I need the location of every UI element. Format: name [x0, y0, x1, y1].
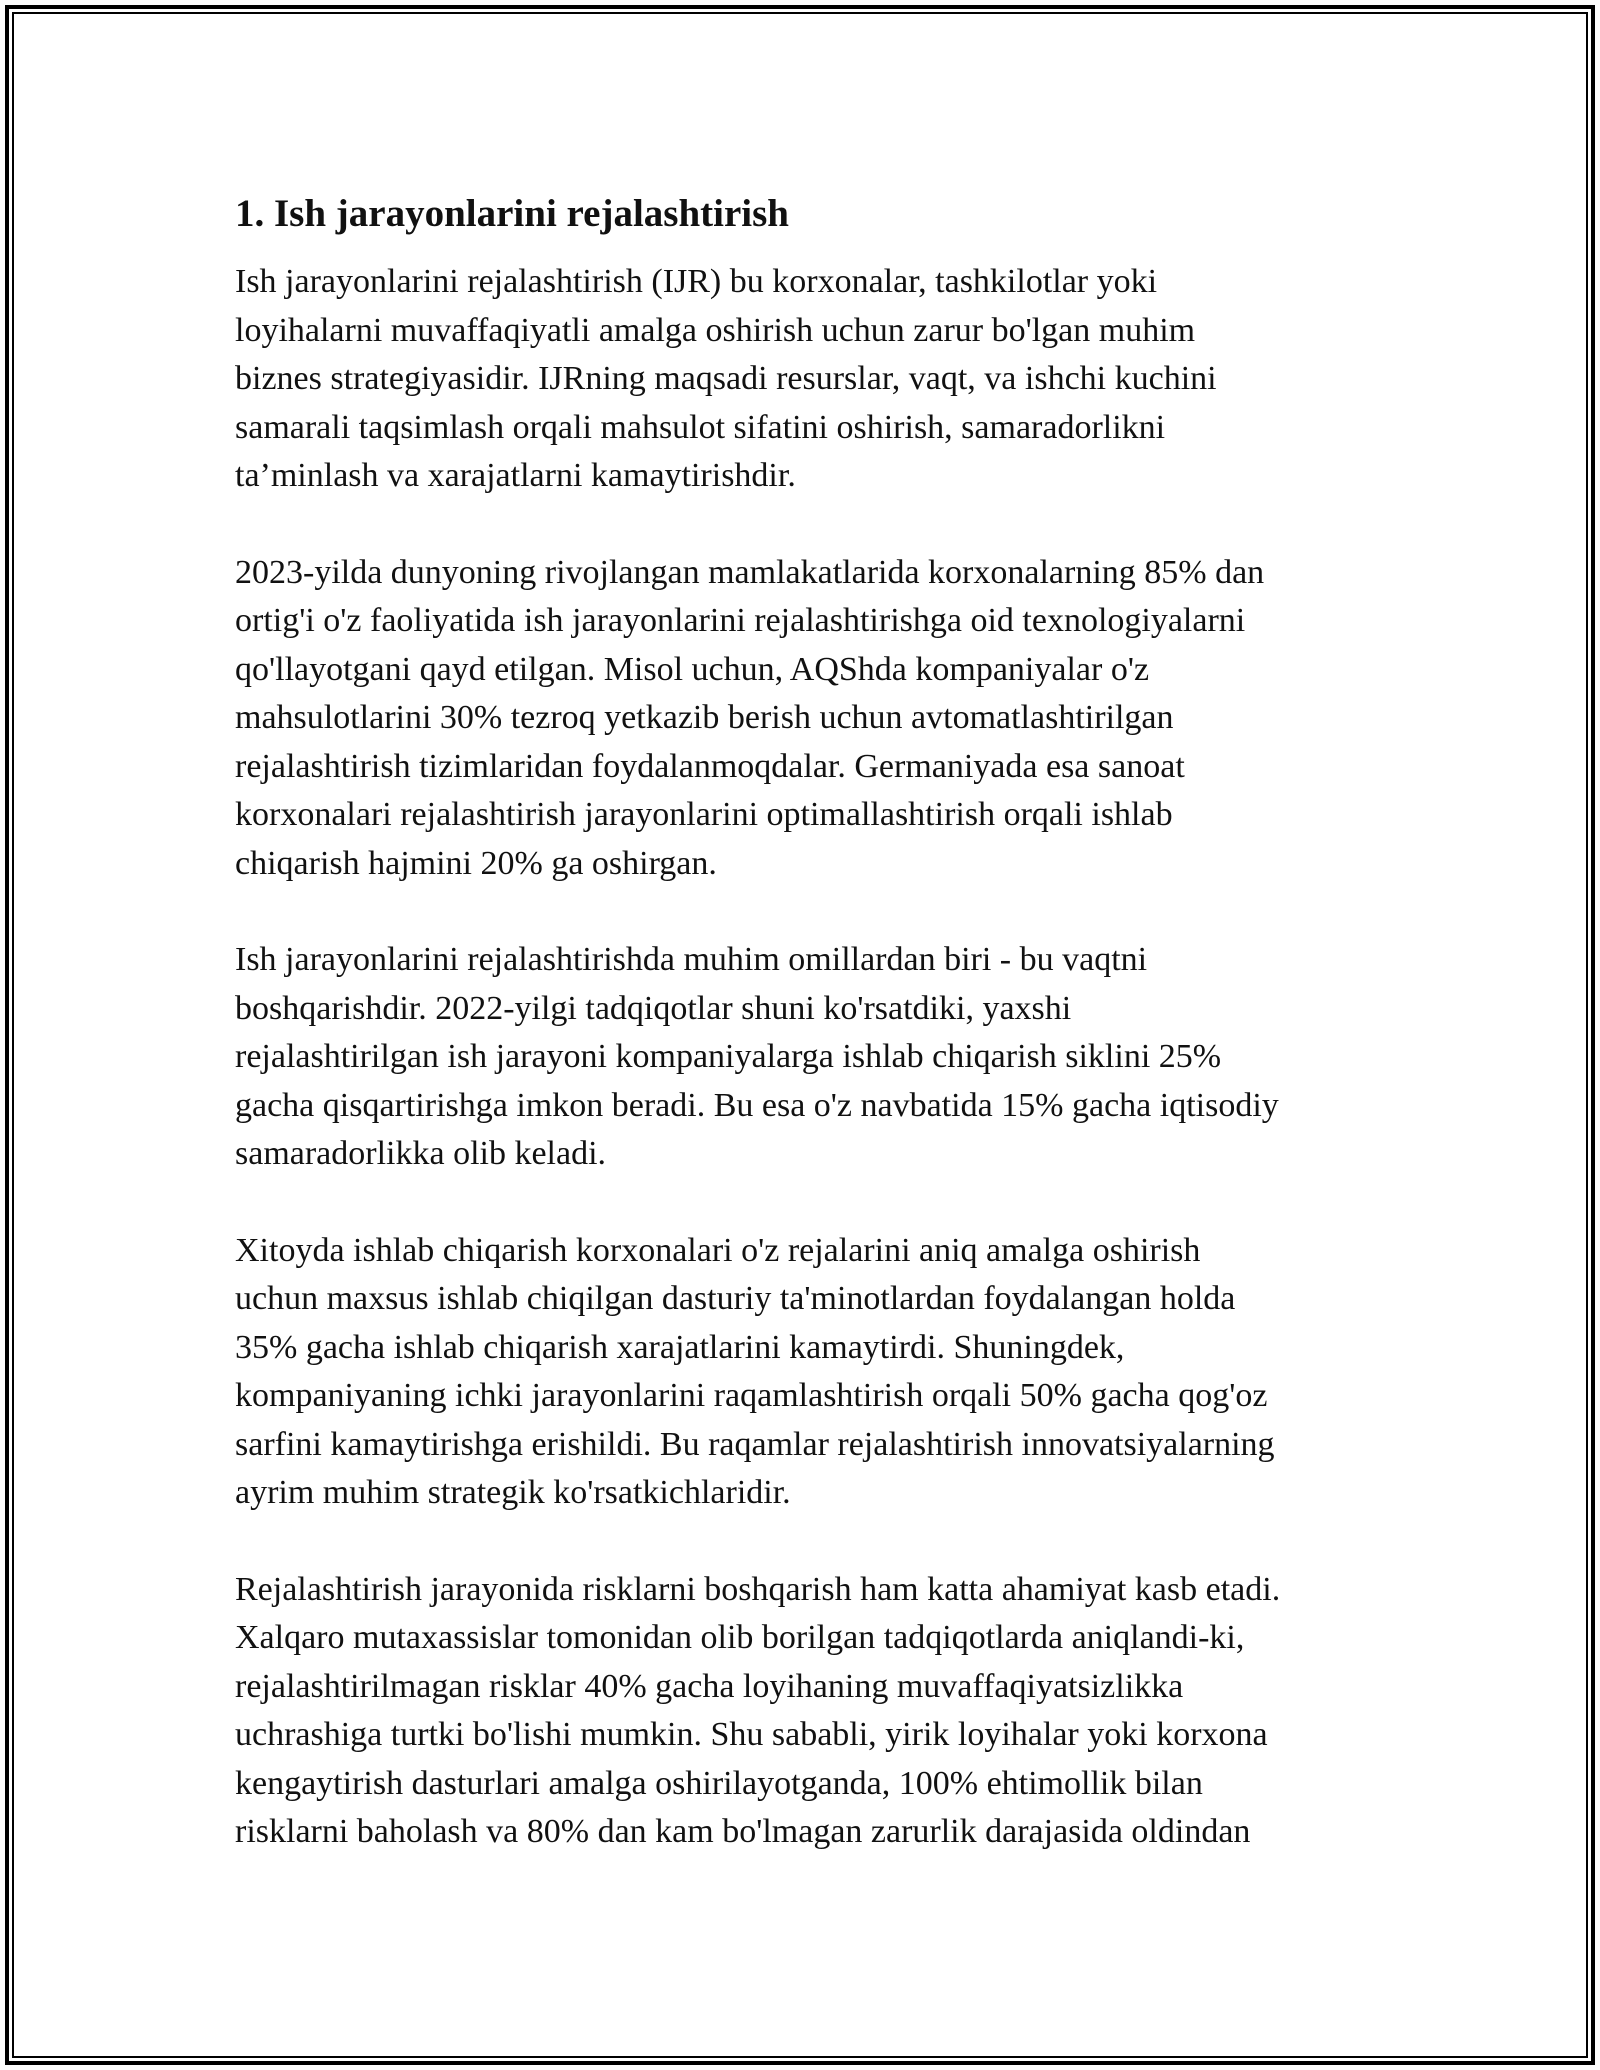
- text-line: rejalashtirilmagan risklar 40% gacha loyihaning muvaffaqiyatsizlikka: [235, 1667, 1184, 1705]
- text-line: qo'llayotgani qayd etilgan. Misol uchun, AQShda kompaniyalar o'z: [235, 650, 1150, 688]
- text-line: ortig'i o'z faoliyatida ish jarayonlarini rejalashtirishga oid texnologiyalarni: [235, 602, 1246, 639]
- text-line: rejalashtirilgan ish jarayoni kompaniyalarga ishlab chiqarish siklini 25%: [235, 1038, 1222, 1075]
- text-line: korxonalari rejalashtirish jarayonlarini optimallashtirish orqali ishlab: [235, 796, 1173, 833]
- text-line: samarali taqsimlash orqali mahsulot sifatini oshirish, samaradorlikni: [235, 408, 1166, 446]
- text-line: Ish jarayonlarini rejalashtirish (IJR) bu korxonalar, tashkilotlar yoki: [235, 263, 1158, 300]
- text-line: kengaytirish dasturlari amalga oshirilayotganda, 100% ehtimollik bilan: [235, 1764, 1203, 1802]
- text-line: Rejalashtirish jarayonida risklarni boshqarish ham katta ahamiyat kasb etadi.: [235, 1570, 1281, 1608]
- text-line: 35% gacha ishlab chiqarish xarajatlarini kamaytirdi. Shuningdek,: [235, 1328, 1125, 1366]
- section-heading: 1. Ish jarayonlarini rejalashtirish: [235, 192, 789, 235]
- text-line: mahsulotlarini 30% tezroq yetkazib berish uchun avtomatlashtirilgan: [235, 699, 1174, 736]
- text-line: Xitoyda ishlab chiqarish korxonalari o'z rejalarini aniq amalga oshirish: [235, 1231, 1201, 1269]
- text-line: ta’minlash va xarajatlarni kamaytirishdir.: [235, 457, 796, 494]
- text-line: risklarni baholash va 80% dan kam bo'lmagan zarurlik darajasida oldindan: [235, 1813, 1251, 1850]
- text-line: rejalashtirish tizimlaridan foydalanmoqdalar. Germaniyada esa sanoat: [235, 747, 1185, 785]
- text-line: 2023-yilda dunyoning rivojlangan mamlakatlarida korxonalarning 85% dan: [235, 553, 1265, 591]
- paragraph-5: [235, 1566, 1375, 1857]
- text-line: samaradorlikka olib keladi.: [235, 1135, 607, 1172]
- text-line: loyihalarni muvaffaqiyatli amalga oshirish uchun zarur bo'lgan muhim: [235, 311, 1196, 349]
- text-line: uchun maxsus ishlab chiqilgan dasturiy ta'minotlardan foydalangan holda: [235, 1280, 1236, 1317]
- text-line: Xalqaro mutaxassislar tomonidan olib borilgan tadqiqotlarda aniqlandi-ki,: [235, 1619, 1245, 1656]
- text-line: chiqarish hajmini 20% ga oshirgan.: [235, 844, 717, 882]
- paragraph-4: [235, 1227, 1375, 1518]
- paragraph-2: [235, 549, 1375, 889]
- text-line: sarfini kamaytirishga erishildi. Bu raqamlar rejalashtirish innovatsiyalarning: [235, 1425, 1275, 1463]
- text-line: boshqarishdir. 2022-yilgi tadqiqotlar shuni ko'rsatdiki, yaxshi: [235, 989, 1072, 1027]
- text-line: Ish jarayonlarini rejalashtirishda muhim omillardan biri - bu vaqtni: [235, 941, 1148, 978]
- text-line: kompaniyaning ichki jarayonlarini raqamlashtirish orqali 50% gacha qog'oz: [235, 1377, 1268, 1414]
- document-body: [235, 186, 1375, 1905]
- text-line: ayrim muhim strategik ko'rsatkichlaridir.: [235, 1474, 791, 1511]
- paragraph-3: [235, 936, 1375, 1179]
- text-line: gacha qisqartirishga imkon beradi. Bu esa o'z navbatida 15% gacha iqtisodiy: [235, 1086, 1279, 1124]
- text-line: uchrashiga turtki bo'lishi mumkin. Shu sababli, yirik loyihalar yoki korxona: [235, 1716, 1268, 1753]
- paragraph-1: [235, 258, 1375, 501]
- text-line: biznes strategiyasidir. IJRning maqsadi resurslar, vaqt, va ishchi kuchini: [235, 360, 1217, 397]
